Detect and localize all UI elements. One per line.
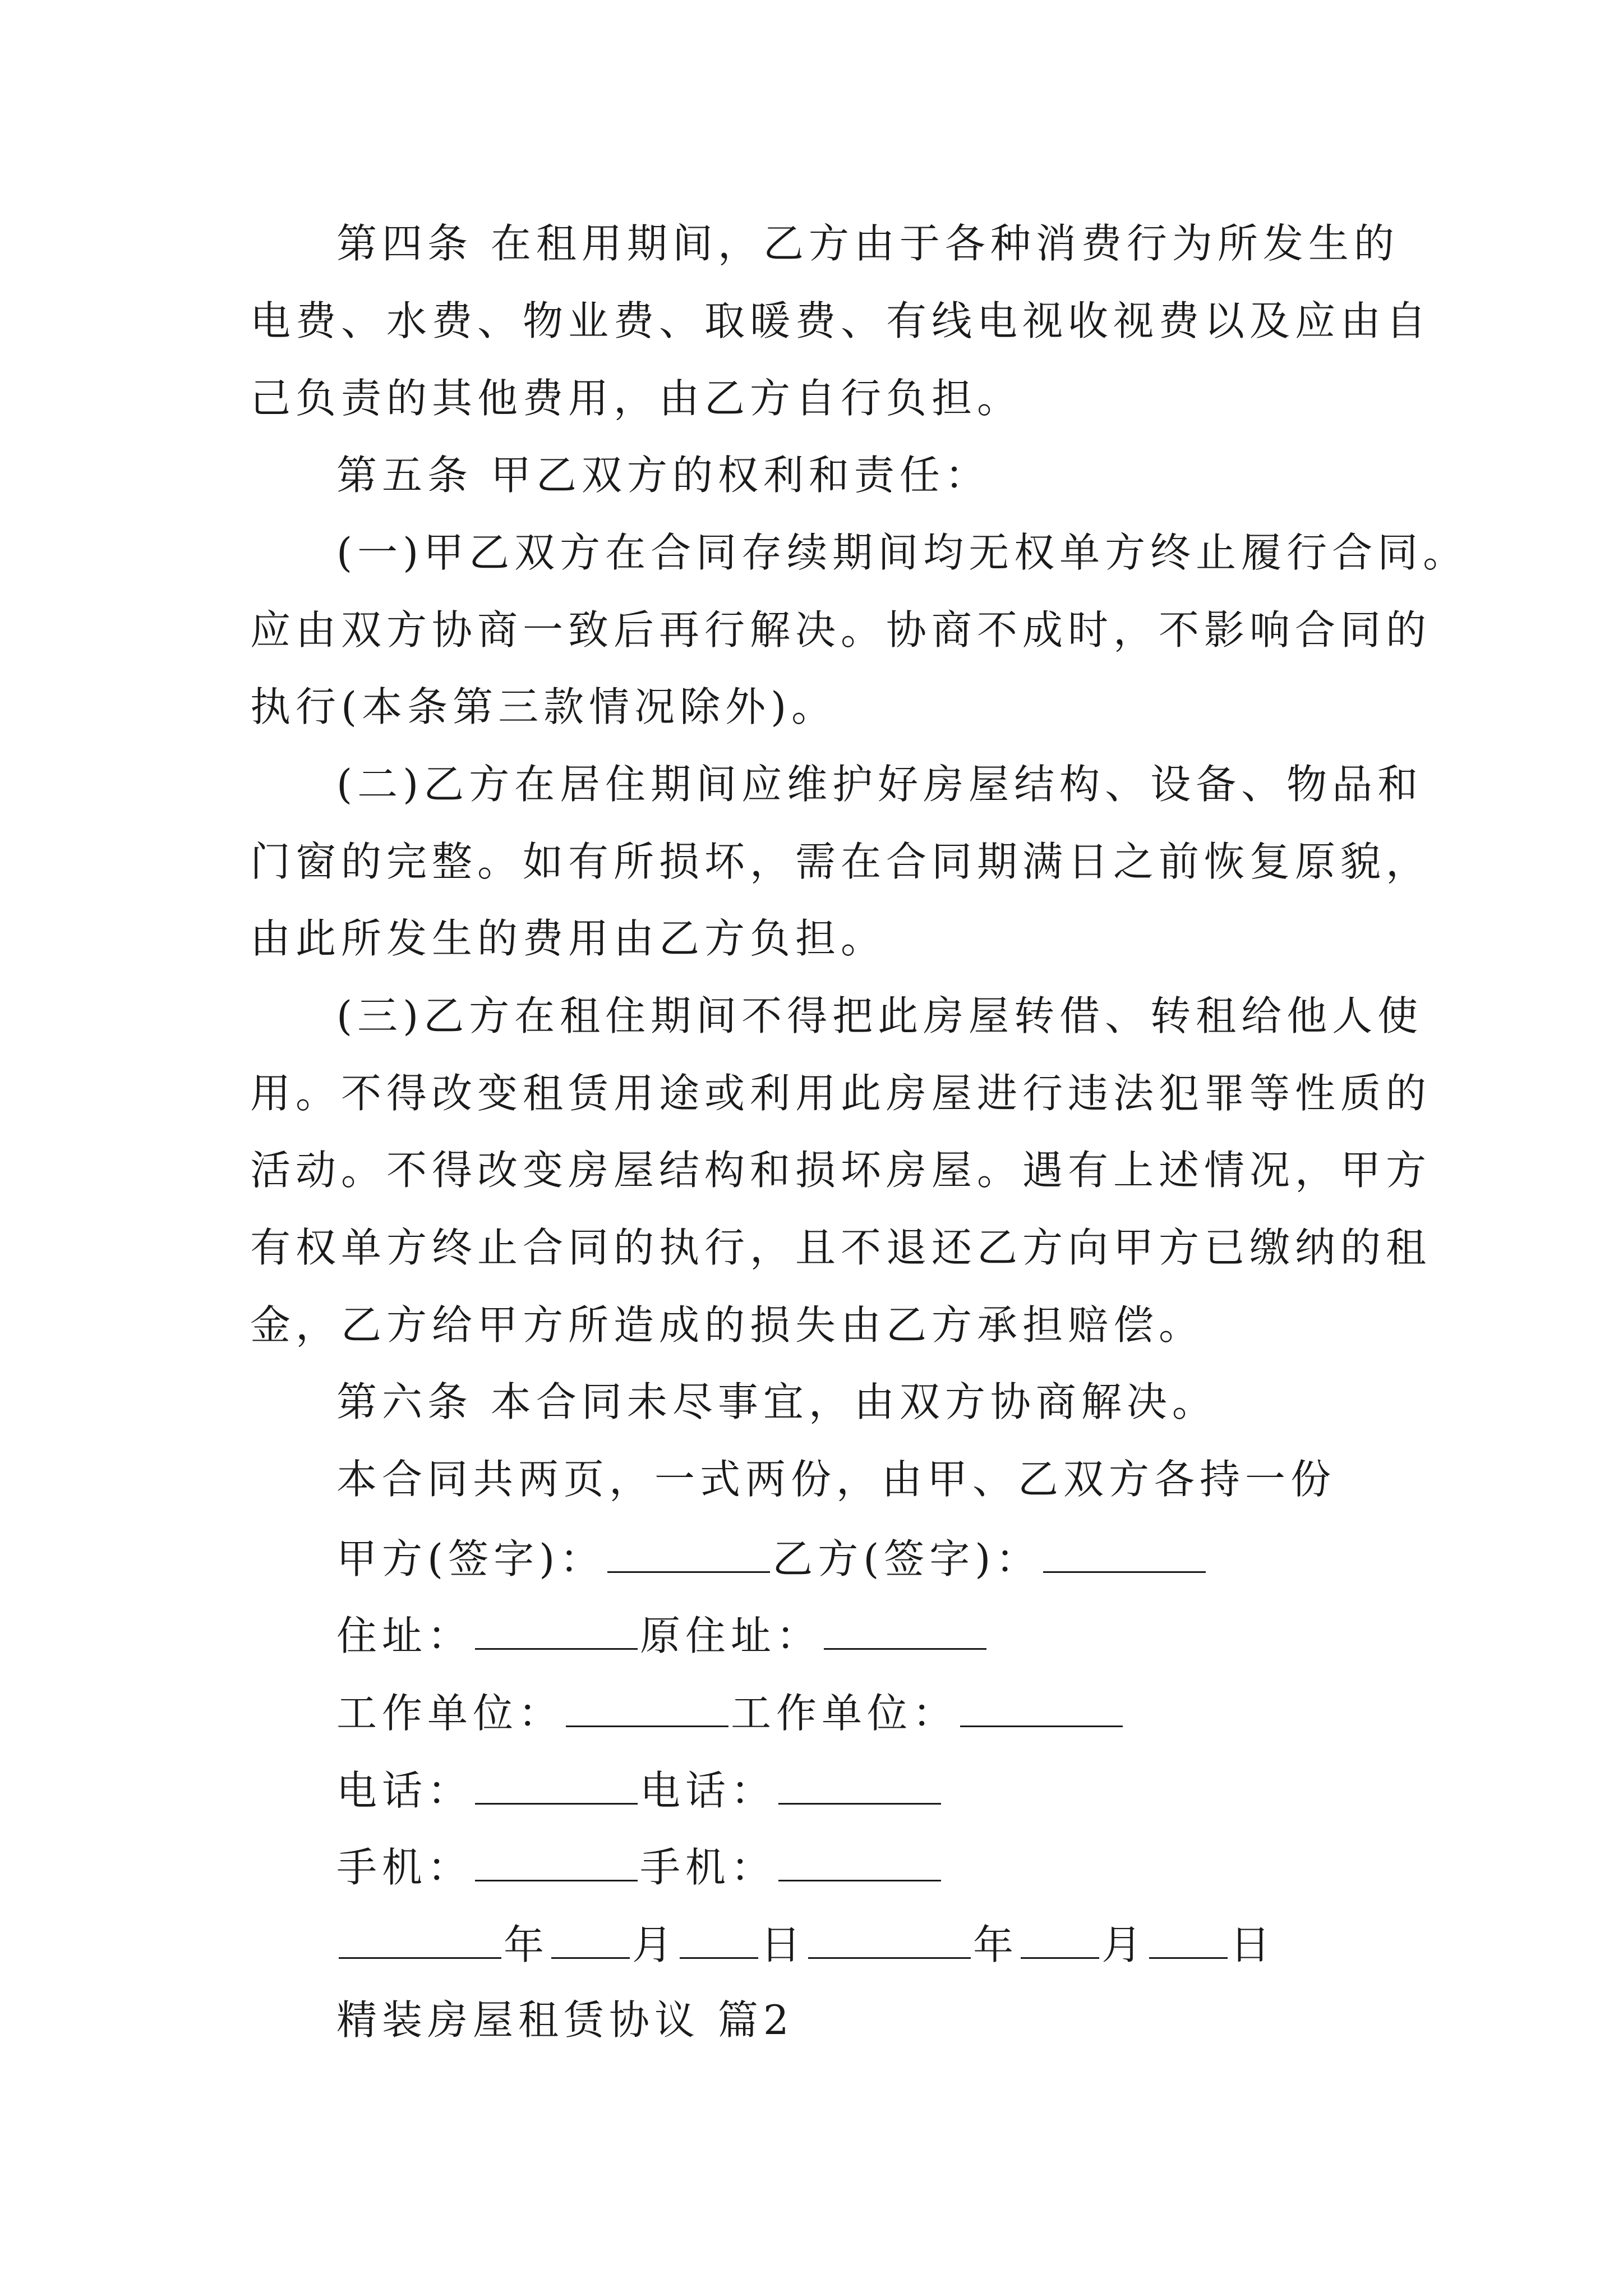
mobile-label-b: 手机： [640,1844,777,1891]
year-label-b: 年 [973,1921,1019,1968]
date-row [336,1921,1276,1968]
work-unit-label-a: 工作单位： [336,1690,564,1737]
article-6: 第六条 本合同未尽事宜，由双方协商解决。 [336,1378,1218,1425]
work-unit-row [336,1690,1125,1737]
address-label: 住址： [336,1612,473,1659]
article-5-item-3-line-2: 用。不得改变租赁用途或利用此房屋进行违法犯罪等性质的 [250,1070,1432,1117]
mobile-label-a: 手机： [336,1844,473,1891]
work-unit-blank-a [566,1691,728,1727]
party-b-signature-blank [1043,1536,1206,1573]
party-a-signature-label: 甲方(签字)： [336,1535,606,1582]
article-5-heading: 第五条 甲乙双方的权利和责任： [336,452,990,499]
article-5-item-2-line-1: (二)乙方在居住期间应维护好房屋结构、设备、物品和 [336,761,1423,808]
article-5-item-3-line-3: 活动。不得改变房屋结构和损坏房屋。遇有上述情况，甲方 [250,1147,1432,1194]
article-5-item-1-line-2: 应由双方协商一致后再行解决。协商不成时，不影响合同的 [250,606,1432,654]
article-4-line-1: 第四条 在租用期间，乙方由于各种消费行为所发生的 [336,220,1399,267]
article-5-item-1-line-3: 执行(本条第三款情况除外)。 [250,683,837,730]
year-blank-b [808,1922,971,1959]
month-label-a: 月 [632,1921,678,1968]
work-unit-blank-b [960,1691,1123,1727]
party-b-signature-label: 乙方(签字)： [772,1535,1041,1582]
phone-label-b: 电话： [640,1767,777,1814]
article-5-item-2-line-3: 由此所发生的费用由乙方负担。 [250,915,887,962]
original-address-blank [824,1613,986,1650]
address-blank [475,1613,638,1650]
article-5-item-3-line-4: 有权单方终止合同的执行，且不退还乙方向甲方已缴纳的租 [250,1224,1432,1271]
mobile-blank-b [778,1845,941,1881]
phone-row [336,1767,943,1814]
day-label-b: 日 [1230,1921,1276,1968]
article-5-item-3-line-1: (三)乙方在租住期间不得把此房屋转借、转租给他人使 [336,992,1423,1039]
original-address-label: 原住址： [640,1612,822,1659]
day-blank-a [680,1922,758,1959]
article-4-line-2: 电费、水费、物业费、取暖费、有线电视收视费以及应由自 [250,297,1432,344]
mobile-blank-a [475,1845,638,1881]
month-blank-b [1021,1922,1099,1959]
article-4-line-3: 己负责的其他费用，由乙方自行负担。 [250,375,1023,422]
phone-blank-b [778,1768,941,1805]
month-label-b: 月 [1101,1921,1147,1968]
month-blank-a [551,1922,630,1959]
phone-blank-a [475,1768,638,1805]
day-blank-b [1149,1922,1228,1959]
party-a-signature-blank [607,1536,770,1573]
year-blank-a [339,1922,501,1959]
year-label-a: 年 [504,1921,550,1968]
day-label-a: 日 [760,1921,806,1968]
address-row [336,1612,989,1659]
signature-row [336,1535,1208,1582]
work-unit-label-b: 工作单位： [731,1690,958,1737]
copies-statement: 本合同共两页，一式两份，由甲、乙双方各持一份 [336,1456,1336,1503]
mobile-row [336,1844,943,1891]
next-section-title: 精装房屋租赁协议 篇2 [336,1996,794,2044]
phone-label-a: 电话： [336,1767,473,1814]
article-5-item-3-line-5: 金，乙方给甲方所造成的损失由乙方承担赔偿。 [250,1301,1205,1349]
article-5-item-2-line-2: 门窗的完整。如有所损坏，需在合同期满日之前恢复原貌， [250,838,1432,885]
article-5-item-1-line-1: (一)甲乙双方在合同存续期间均无权单方终止履行合同。 [336,529,1469,576]
